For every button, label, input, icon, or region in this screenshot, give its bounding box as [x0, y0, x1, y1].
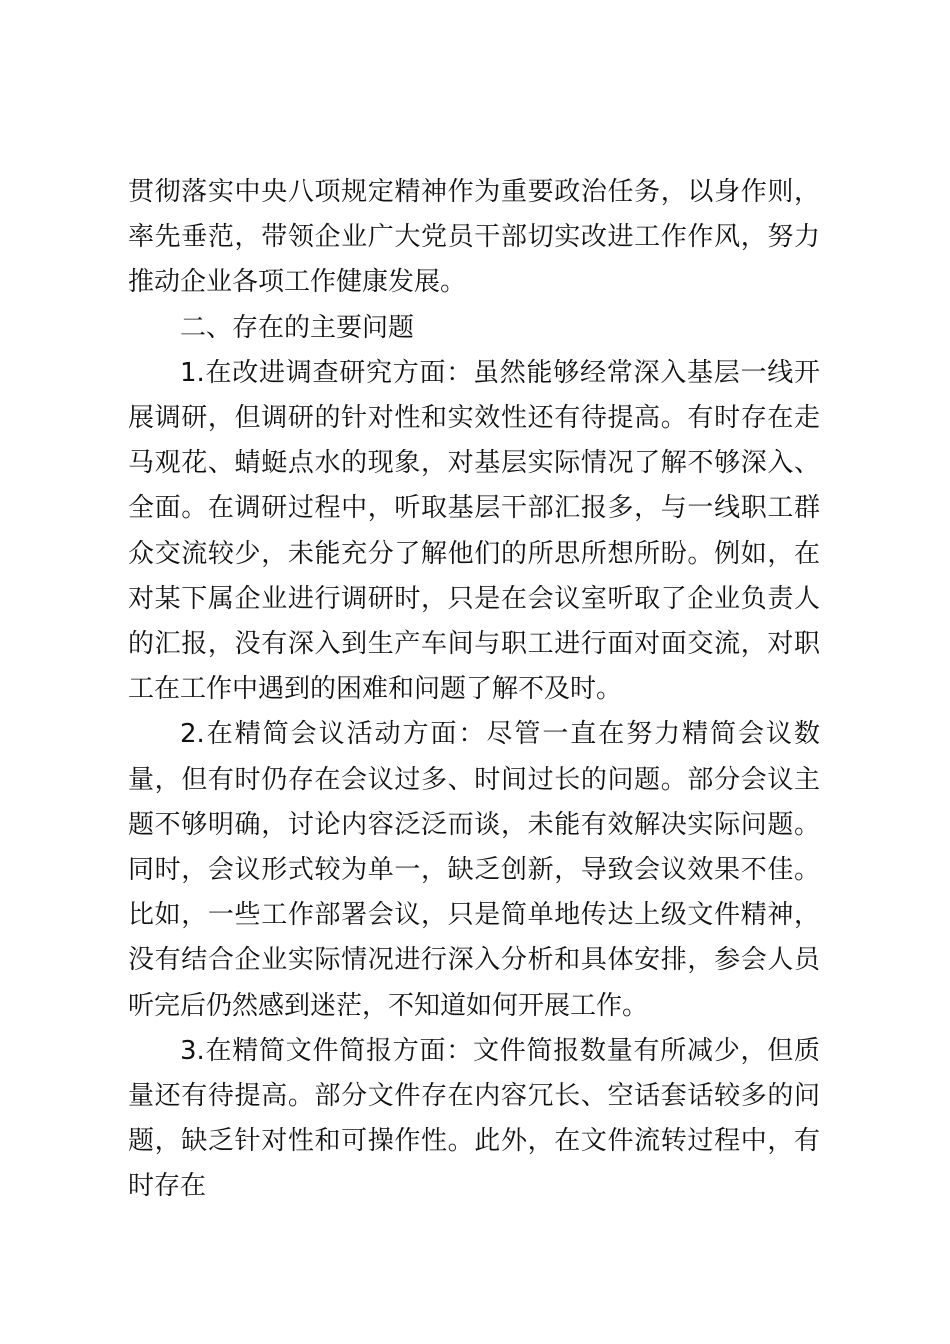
item-paragraph-3: 3.在精简文件简报方面：文件简报数量有所减少，但质量还有待提高。部分文件存在内容冗长、空话套话较多的问题，缺乏针对性和可操作性。此外，在文件流转过程中，有时存在: [128, 1035, 820, 1202]
item-paragraph-1: 1.在改进调查研究方面：虽然能够经常深入基层一线开展调研，但调研的针对性和实效性还有待提高。有时存在走马观花、蜻蜓点水的现象，对基层实际情况了解不够深入、全面。在调研过程中，听取基层干部汇报多，与一线职工群众交流较少，未能充分了解他们的所思所想所盼。例如，在对某下属企业进行调研时，只是在会议室听取了企业负责人的汇报，没有深入到生产车间与职工进行面对面交流，对职工在工作中遇到的困难和问题了解不及时。: [128, 357, 820, 705]
section-heading: 二、存在的主要问题: [180, 312, 415, 343]
intro-paragraph: 贯彻落实中央八项规定精神作为重要政治任务，以身作则，率先垂范，带领企业广大党员干部切实改进工作作风，努力推动企业各项工作健康发展。: [128, 177, 820, 298]
document-body: [128, 170, 820, 1210]
item-paragraph-2: 2.在精简会议活动方面：尽管一直在努力精简会议数量，但有时仍存在会议过多、时间过长的问题。部分会议主题不够明确，讨论内容泛泛而谈，未能有效解决实际问题。同时，会议形式较为单一，缺乏创新，导致会议效果不佳。比如，一些工作部署会议，只是简单地传达上级文件精神，没有结合企业实际情况进行深入分析和具体安排，参会人员听完后仍然感到迷茫，不知道如何开展工作。: [128, 719, 820, 1021]
